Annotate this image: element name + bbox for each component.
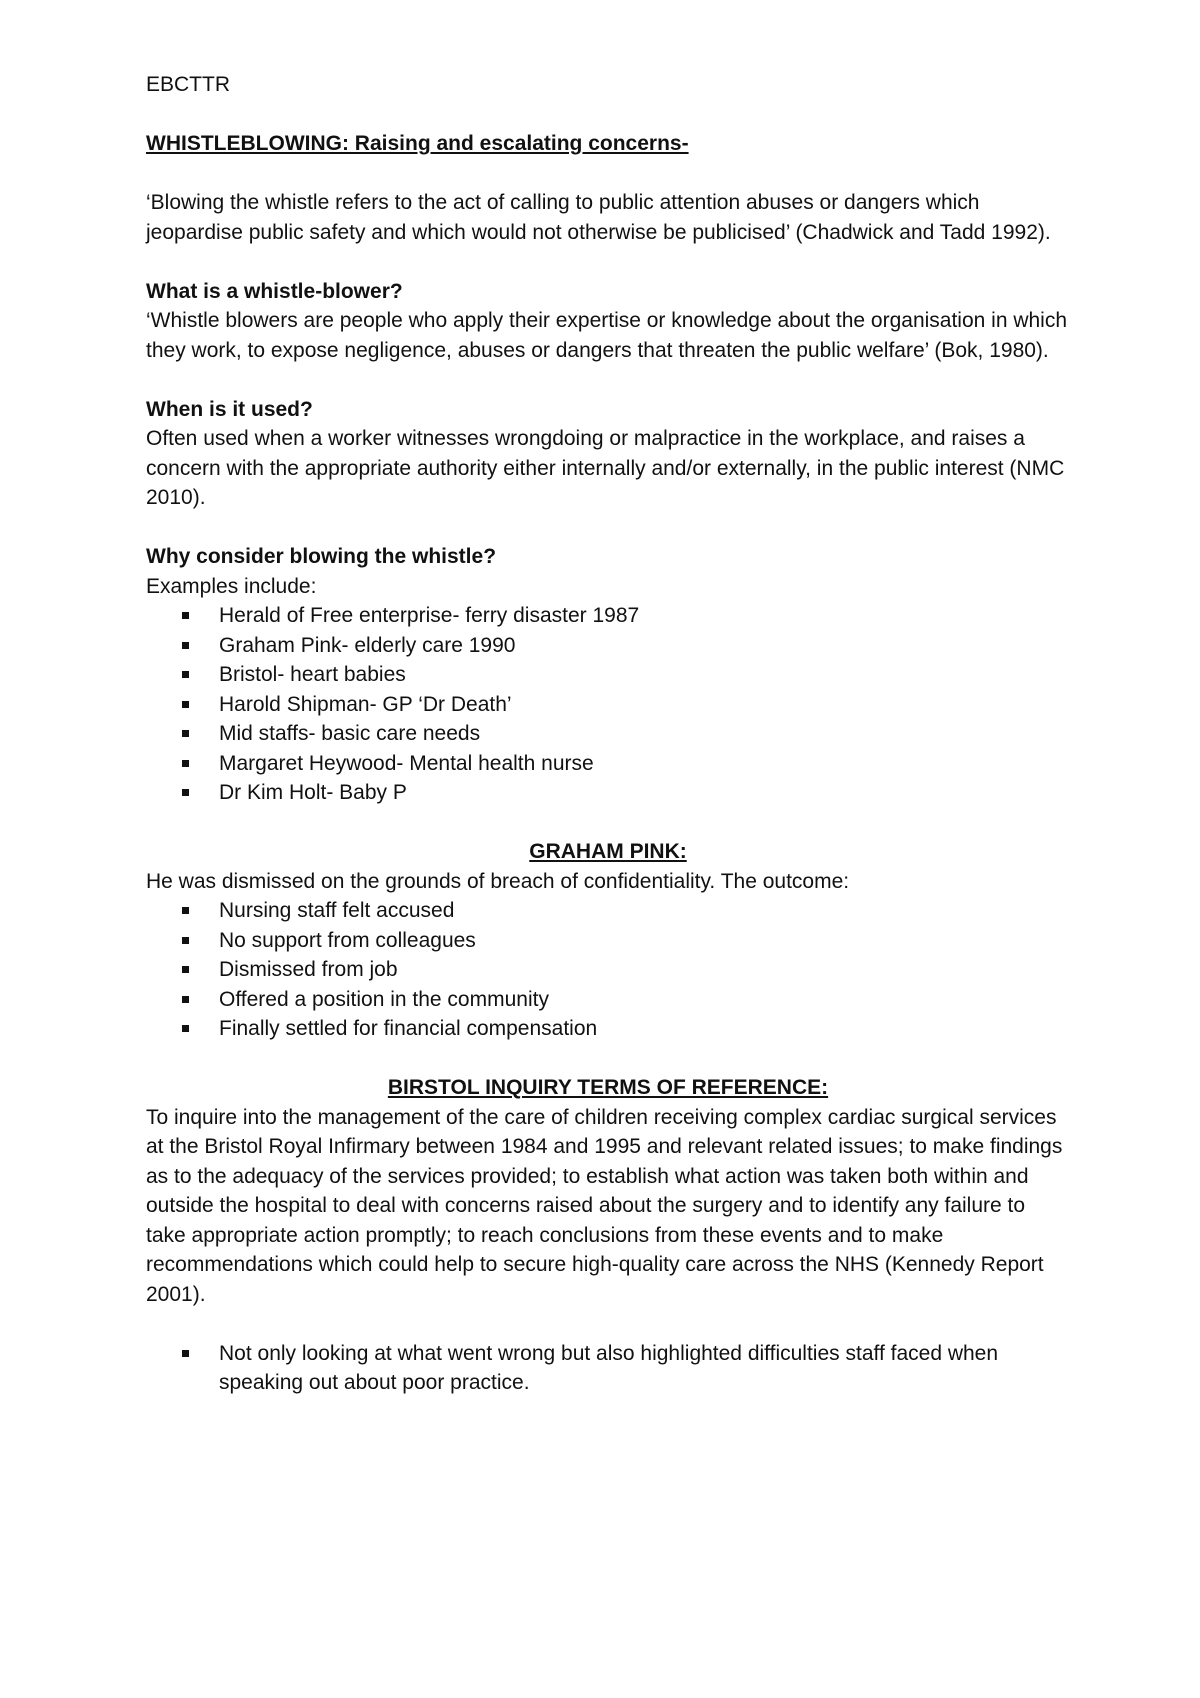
section-what-heading: What is a whistle-blower? (146, 279, 403, 303)
square-bullet-icon (182, 730, 189, 737)
square-bullet-icon (182, 642, 189, 649)
list-item (182, 749, 1070, 779)
bristol-notes-list (146, 1339, 1070, 1398)
section-bristol (146, 1073, 1070, 1309)
list-item (182, 926, 1070, 956)
list-item-text: Mid staffs- basic care needs (219, 722, 481, 745)
square-bullet-icon (182, 701, 189, 708)
list-item-text: Not only looking at what went wrong but also highlighted difficulties staff faced when speaking out about poor practice. (219, 1341, 999, 1394)
square-bullet-icon (182, 612, 189, 619)
list-item (182, 719, 1070, 749)
graham-pink-intro: He was dismissed on the grounds of breach of confidentiality. The outcome: (146, 869, 850, 893)
list-item (182, 955, 1070, 985)
examples-list (146, 601, 1070, 808)
list-item-text: Margaret Heywood- Mental health nurse (219, 751, 594, 775)
section-why-heading: Why consider blowing the whistle? (146, 545, 497, 568)
section-when-heading: When is it used? (146, 397, 313, 421)
list-item (182, 631, 1070, 661)
list-item-text: Bristol- heart babies (219, 663, 406, 686)
intro-quote: ‘Blowing the whistle refers to the act of calling to public attention abuses or dangers which jeopardise public safety and which would not otherwise be publicised’ (Chadwick and Tadd 1992). (146, 191, 1051, 244)
section-when (146, 395, 1070, 513)
section-what-body: ‘Whistle blowers are people who apply their expertise or knowledge about the organisation in which they work, to expose negligence, abuses or dangers that threaten the public welfare’ (Bok, 1980). (146, 309, 1068, 362)
square-bullet-icon (182, 760, 189, 767)
section-why (146, 542, 1070, 808)
square-bullet-icon (182, 789, 189, 796)
list-item-text: Dr Kim Holt- Baby P (219, 781, 407, 804)
outcome-list (146, 896, 1070, 1044)
list-item-text: Harold Shipman- GP ‘Dr Death’ (219, 692, 512, 716)
list-item-text: No support from colleagues (219, 928, 476, 952)
square-bullet-icon (182, 966, 189, 973)
list-item (182, 778, 1070, 808)
list-item-text: Nursing staff felt accused (219, 899, 455, 922)
square-bullet-icon (182, 907, 189, 914)
square-bullet-icon (182, 937, 189, 944)
square-bullet-icon (182, 996, 189, 1003)
list-item-text: Offered a position in the community (219, 987, 549, 1011)
header-code: EBCTTR (146, 73, 230, 96)
section-graham-pink (146, 837, 1070, 1044)
list-item-text: Dismissed from job (219, 958, 398, 981)
section-when-body: Often used when a worker witnesses wrongdoing or malpractice in the workplace, and raises a concern with the appropriate authority either internally and/or externally, in the public interest (NMC 2010). (146, 427, 1065, 509)
bristol-heading: BIRSTOL INQUIRY TERMS OF REFERENCE: (387, 1076, 829, 1099)
square-bullet-icon (182, 1350, 189, 1357)
section-what (146, 277, 1070, 366)
square-bullet-icon (182, 671, 189, 678)
list-item (182, 601, 1070, 631)
graham-pink-heading: GRAHAM PINK: (529, 840, 687, 863)
list-item (182, 1014, 1070, 1044)
list-item (182, 1339, 1070, 1398)
list-item-text: Finally settled for financial compensation (219, 1017, 598, 1040)
list-item (182, 985, 1070, 1015)
square-bullet-icon (182, 1025, 189, 1032)
list-item (182, 690, 1070, 720)
section-why-intro: Examples include: (146, 574, 317, 598)
list-item-text: Graham Pink- elderly care 1990 (219, 633, 516, 657)
list-item (182, 896, 1070, 926)
list-item-text: Herald of Free enterprise- ferry disaster 1987 (219, 604, 640, 627)
list-item (182, 660, 1070, 690)
document-title: WHISTLEBLOWING: Raising and escalating concerns- (146, 132, 689, 155)
bristol-body: To inquire into the management of the care of children receiving complex cardiac surgical services at the Bristol Royal Infirmary between 1984 and 1995 and relevant related issues; to make findings as to the adequacy of the services provided; to establish what action was taken both within and outside the hospital to deal with concerns raised about the surgery and to identify any failure to take appropriate action promptly; to reach conclusions from these events and to make recommendations which could help to secure high-quality care across the NHS (Kennedy Report 2001). (146, 1105, 1063, 1306)
